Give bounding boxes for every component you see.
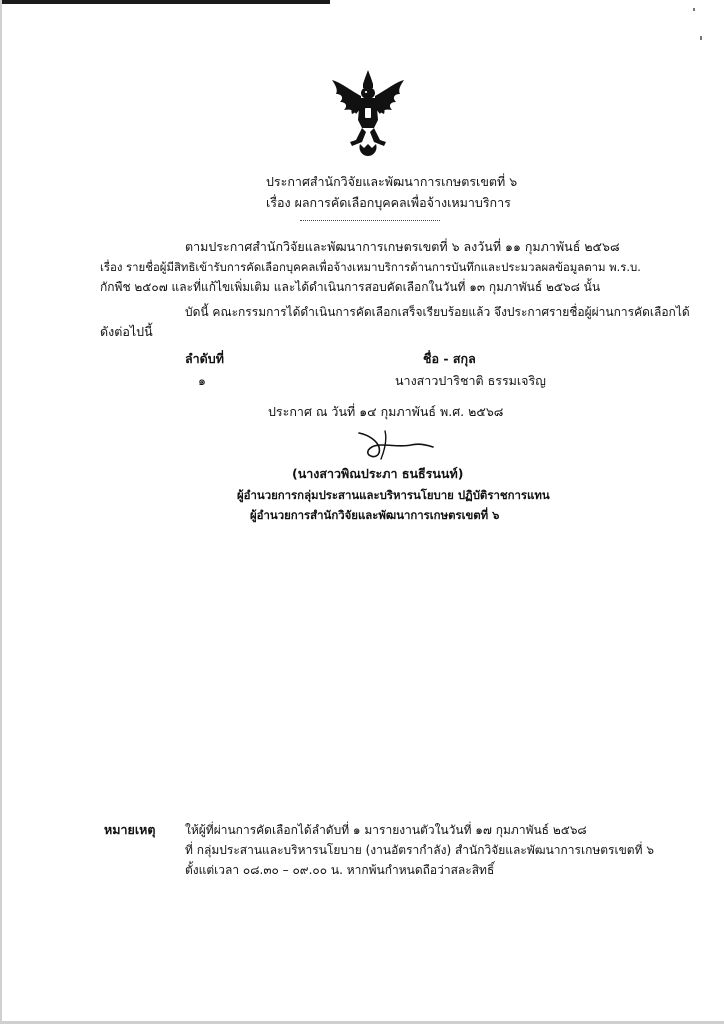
- remark-line-1: ให้ผู้ที่ผ่านการคัดเลือกได้ลำดับที่ ๑ มารายงานตัวในวันที่ ๑๗ กุมภาพันธ์ ๒๕๖๘: [185, 823, 587, 837]
- paragraph-1-line-2: เรื่อง รายชื่อผู้มีสิทธิเข้ารับการคัดเลือกบุคคลเพื่อจ้างเหมาบริการด้านการบันทึกและประมวลผลข้อมูลตาม พ.ร.บ.: [100, 260, 641, 274]
- announce-date: ประกาศ ณ วันที่ ๑๔ กุมภาพันธ์ พ.ศ. ๒๕๖๘: [268, 404, 504, 419]
- signatory-position-line-1: ผู้อำนวยการกลุ่มประสานและบริหารนโยบาย ปฏิบัติราชการแทน: [237, 488, 550, 502]
- handwritten-signature: [355, 425, 435, 465]
- signatory-name: (นางสาวพิณประภา ธนธีรนนท์): [292, 466, 464, 481]
- remark-label: หมายเหตุ: [104, 822, 156, 837]
- table-header-order: ลำดับที่: [185, 351, 224, 366]
- scan-left-edge: [0, 0, 2, 1024]
- paragraph-2-line-2: ดังต่อไปนี้: [100, 324, 153, 339]
- title-line-1: ประกาศสำนักวิจัยและพัฒนาการเกษตรเขตที่ ๖: [266, 174, 518, 189]
- table-cell-name: นางสาวปาริชาติ ธรรมเจริญ: [395, 373, 546, 388]
- scan-top-edge: [0, 0, 330, 4]
- table-cell-order: ๑: [198, 373, 206, 388]
- remark-line-3: ตั้งแต่เวลา ๐๘.๓๐ – ๐๙.๐๐ น. หากพ้นกำหนดถือว่าสละสิทธิ์: [185, 863, 495, 877]
- title-divider: [300, 220, 440, 221]
- scan-speck: [693, 8, 695, 11]
- remark-line-2: ที่ กลุ่มประสานและบริหารนโยบาย (งานอัตรากำลัง) สำนักวิจัยและพัฒนาการเกษตรเขตที่ ๖: [185, 843, 654, 857]
- paragraph-2-line-1: บัดนี้ คณะกรรมการได้ดำเนินการคัดเลือกเสร็จเรียบร้อยแล้ว จึงประกาศรายชื่อผู้ผ่านการคัดเลือกได้: [185, 305, 690, 319]
- paragraph-1-line-3: กักพืช ๒๕๐๗ และที่แก้ไขเพิ่มเติม และได้ดำเนินการสอบคัดเลือกในวันที่ ๑๓ กุมภาพันธ์ ๒๕๖๘ นั้น: [100, 280, 601, 294]
- table-header-name: ชื่อ - สกุล: [423, 351, 476, 366]
- garuda-emblem-icon: [330, 68, 406, 158]
- paragraph-1-line-1: ตามประกาศสำนักวิจัยและพัฒนาการเกษตรเขตที่ ๖ ลงวันที่ ๑๑ กุมภาพันธ์ ๒๕๖๘: [185, 239, 620, 254]
- title-line-2: เรื่อง ผลการคัดเลือกบุคคลเพื่อจ้างเหมาบริการ: [266, 195, 511, 210]
- scan-speck: [700, 36, 702, 40]
- signatory-position-line-2: ผู้อำนวยการสำนักวิจัยและพัฒนาการเกษตรเขตที่ ๖: [250, 508, 500, 522]
